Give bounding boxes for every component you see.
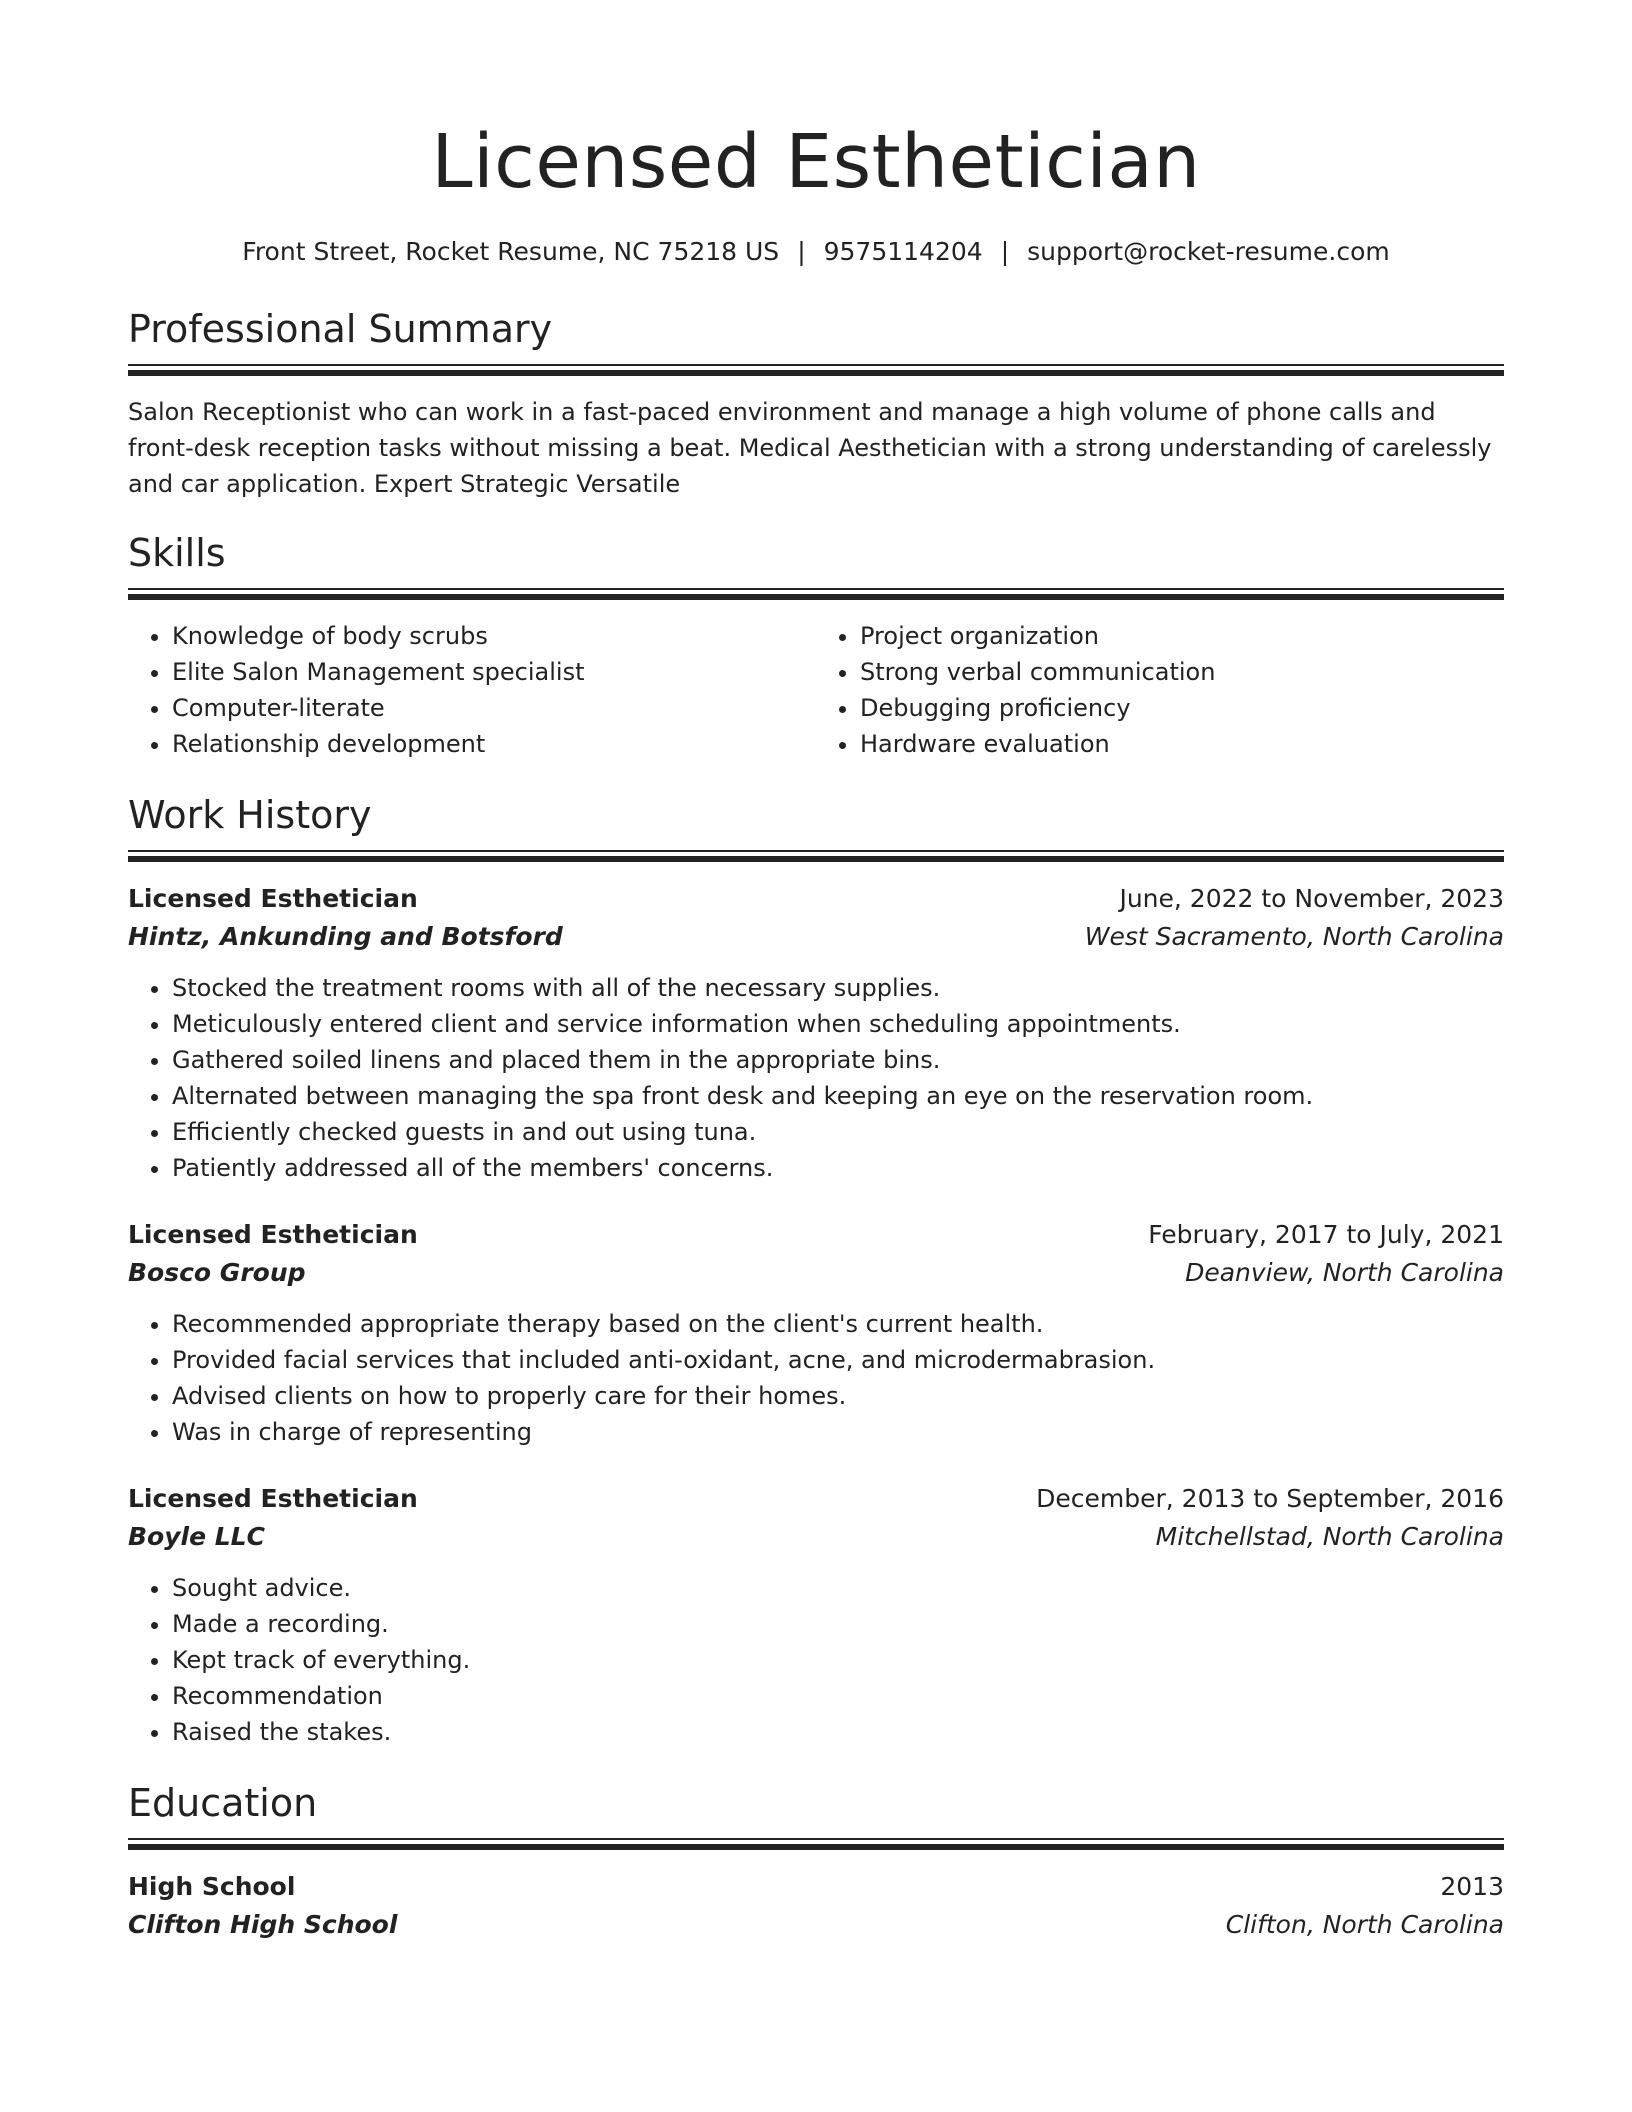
skill-item: • Hardware evaluation bbox=[860, 726, 1504, 762]
contact-separator: | bbox=[1000, 237, 1010, 266]
skill-item: • Elite Salon Management specialist bbox=[172, 654, 816, 690]
education-year: 2013 bbox=[1440, 1872, 1504, 1901]
skill-item: • Strong verbal communication bbox=[860, 654, 1504, 690]
job-title: Licensed Esthetician bbox=[128, 884, 418, 913]
job-dates: December, 2013 to September, 2016 bbox=[1036, 1484, 1504, 1513]
skill-item: • Debugging proficiency bbox=[860, 690, 1504, 726]
job-bullet: • Kept track of everything. bbox=[172, 1642, 1504, 1678]
job-location: Deanview, North Carolina bbox=[1185, 1258, 1504, 1287]
job-bullet: • Gathered soiled linens and placed them in the appropriate bins. bbox=[172, 1042, 1504, 1078]
job-bullet: • Recommended appropriate therapy based on the client's current health. bbox=[172, 1306, 1504, 1342]
skill-item: • Relationship development bbox=[172, 726, 816, 762]
job-bullet: • Stocked the treatment rooms with all of the necessary supplies. bbox=[172, 970, 1504, 1006]
school-name: Clifton High School bbox=[128, 1910, 398, 1939]
employer: Boyle LLC bbox=[128, 1522, 265, 1551]
section-title-education: Education bbox=[128, 1781, 318, 1825]
job-header bbox=[128, 1216, 1504, 1254]
job-entry bbox=[128, 880, 1504, 1186]
job-entry bbox=[128, 1216, 1504, 1450]
skill-item: • Knowledge of body scrubs bbox=[172, 618, 816, 654]
education-header bbox=[128, 1868, 1504, 1906]
job-bullet: • Provided facial services that included anti-oxidant, acne, and microdermabrasion. bbox=[172, 1342, 1504, 1378]
job-dates: June, 2022 to November, 2023 bbox=[1119, 884, 1504, 913]
job-bullet: • Advised clients on how to properly care for their homes. bbox=[172, 1378, 1504, 1414]
section-rule bbox=[128, 850, 1504, 862]
job-title: Licensed Esthetician bbox=[128, 1220, 418, 1249]
job-bullet: • Efficiently checked guests in and out using tuna. bbox=[172, 1114, 1504, 1150]
address: Front Street, Rocket Resume, NC 75218 US bbox=[242, 237, 780, 266]
summary-section bbox=[128, 307, 1504, 502]
skills-right-list bbox=[816, 618, 1504, 762]
work-section bbox=[128, 793, 1504, 1750]
degree: High School bbox=[128, 1872, 296, 1901]
job-subheader bbox=[128, 918, 1504, 956]
job-bullet: • Made a recording. bbox=[172, 1606, 1504, 1642]
job-bullet: • Alternated between managing the spa front desk and keeping an eye on the reservation room. bbox=[172, 1078, 1504, 1114]
job-bullet: • Recommendation bbox=[172, 1678, 1504, 1714]
job-header bbox=[128, 1480, 1504, 1518]
job-title: Licensed Esthetician bbox=[128, 1484, 418, 1513]
skill-item: • Project organization bbox=[860, 618, 1504, 654]
education-section bbox=[128, 1781, 1504, 1944]
job-bullets bbox=[128, 970, 1504, 1186]
phone: 9575114204 bbox=[823, 237, 983, 266]
job-bullet: • Sought advice. bbox=[172, 1570, 1504, 1606]
section-rule bbox=[128, 364, 1504, 376]
job-location: West Sacramento, North Carolina bbox=[1084, 922, 1504, 951]
contact-separator: | bbox=[797, 237, 806, 266]
school-location: Clifton, North Carolina bbox=[1225, 1910, 1504, 1939]
job-bullets bbox=[128, 1306, 1504, 1450]
email: support@rocket-resume.com bbox=[1027, 237, 1390, 266]
skill-item: • Computer-literate bbox=[172, 690, 816, 726]
section-title-work: Work History bbox=[128, 793, 372, 837]
job-location: Mitchellstad, North Carolina bbox=[1155, 1522, 1504, 1551]
job-subheader bbox=[128, 1254, 1504, 1292]
job-entry bbox=[128, 1480, 1504, 1750]
skills-left-list bbox=[128, 618, 816, 762]
section-rule bbox=[128, 1838, 1504, 1850]
job-bullet: • Raised the stakes. bbox=[172, 1714, 1504, 1750]
section-title-summary: Professional Summary bbox=[128, 307, 553, 351]
job-bullet: • Patiently addressed all of the members' concerns. bbox=[172, 1150, 1504, 1186]
section-title-skills: Skills bbox=[128, 531, 226, 575]
education-entry bbox=[128, 1868, 1504, 1944]
job-bullets bbox=[128, 1570, 1504, 1750]
skills-section bbox=[128, 531, 1504, 762]
employer: Bosco Group bbox=[128, 1258, 306, 1287]
contact-line bbox=[128, 239, 1504, 264]
candidate-name: Licensed Esthetician bbox=[431, 119, 1201, 205]
summary-text: Salon Receptionist who can work in a fast-paced environment and manage a high volume of phone calls and front-desk reception tasks without missing a beat. Medical Aesthetician with a strong understanding of carelessly and car application. Expert Strategic Versatile bbox=[128, 398, 1492, 498]
job-subheader bbox=[128, 1518, 1504, 1556]
job-dates: February, 2017 to July, 2021 bbox=[1148, 1220, 1504, 1249]
skills-columns bbox=[128, 618, 1504, 762]
job-bullet: • Meticulously entered client and service information when scheduling appointments. bbox=[172, 1006, 1504, 1042]
job-header bbox=[128, 880, 1504, 918]
education-subheader bbox=[128, 1906, 1504, 1944]
section-rule bbox=[128, 588, 1504, 600]
employer: Hintz, Ankunding and Botsford bbox=[128, 922, 563, 951]
job-bullet: • Was in charge of representing bbox=[172, 1414, 1504, 1450]
